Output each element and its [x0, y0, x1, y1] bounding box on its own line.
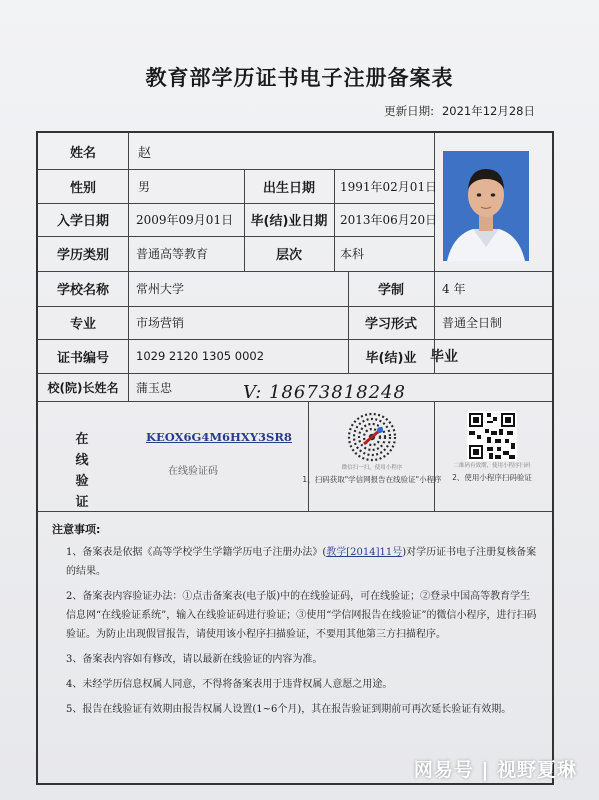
- regulation-link[interactable]: 教学[2014]11号: [326, 547, 403, 558]
- category-value: 普通高等教育: [136, 247, 209, 261]
- cert-number-label: 证书编号: [56, 350, 109, 366]
- level-value: 本科: [340, 247, 365, 261]
- level-label: 层次: [275, 248, 302, 263]
- miniprogram-code-icon[interactable]: [346, 411, 398, 463]
- miniprogram-qr-subcaption: 微信扫一扫，使用小程序: [341, 465, 403, 471]
- president-value: 蒲玉忠: [136, 380, 173, 395]
- name-value: 赵: [138, 145, 152, 161]
- verify-char-4: 证: [75, 495, 89, 510]
- gender-value: 男: [138, 179, 151, 194]
- verify-char-1: 在: [75, 432, 89, 447]
- note-item: 2、备案表内容验证办法：①点击备案表(电子版)中的在线验证码，可在线验证；②登录中国高等教育学生信息网“在线验证系统”，输入在线验证码进行验证；③使用“学信网报告在线验证”的微信小程序，进行扫码验证。为防止出现假冒报告，请使用该小程序扫描验证，不要用其他第三方扫描程序。: [66, 591, 537, 640]
- note-item: 5、报告在线验证有效期由报告权属人设置(1~6个月)，其在报告验证到期前可再次延长验证有效期。: [66, 704, 512, 715]
- gender-label: 性别: [69, 180, 96, 196]
- verify-char-2: 线: [75, 453, 89, 468]
- miniprogram-qr-block: [302, 411, 442, 485]
- note-item: 4、未经学历信息权属人同意，不得将备案表用于违背权属人意愿之用途。: [66, 679, 393, 690]
- note-item: 1、备案表是依据《高等学校学生学籍学历电子注册办法》(教学[2014]11号)对学历证书电子注册复核备案的结果。: [66, 547, 537, 577]
- verify-code-link[interactable]: KEOX6G4M6HXY3SR8: [146, 430, 292, 444]
- category-label: 学历类别: [56, 248, 109, 263]
- enroll-value: 2009年09月01日: [136, 213, 234, 227]
- name-label: 姓名: [69, 145, 96, 161]
- major-label: 专业: [69, 317, 96, 332]
- cert-number-value: 1029 2120 1305 0002: [136, 349, 265, 363]
- scan-qr-block: [440, 411, 544, 483]
- watermark: 网易号 | 视野夏琳: [413, 759, 577, 781]
- graduation-status-label: 毕(结)业: [365, 350, 417, 366]
- handwritten-phone-note: V: 18673818248: [243, 382, 406, 403]
- president-label: 校(院)长姓名: [47, 380, 119, 395]
- verify-char-3: 验: [75, 474, 89, 489]
- verify-code-caption: 在线验证码: [168, 466, 218, 477]
- notes-section: [52, 521, 538, 725]
- graduate-label: 毕(结)业日期: [250, 214, 328, 229]
- scan-qr-caption: 2、使用小程序扫码验证: [452, 473, 532, 482]
- scan-qr-subcaption: 二维码有效期，使用小程序扫码: [453, 463, 531, 469]
- registration-form: [36, 131, 554, 785]
- update-date: [376, 103, 535, 119]
- qr-code-icon[interactable]: [467, 411, 517, 461]
- document-title: 教育部学历证书电子注册备案表: [145, 66, 454, 90]
- note-item: 3、备案表内容如有修改，请以最新在线验证的内容为准。: [66, 654, 323, 665]
- id-photo: [443, 151, 529, 261]
- birth-label: 出生日期: [262, 180, 315, 196]
- online-verify-label: [48, 421, 116, 521]
- birth-value: 1991年02月01日: [340, 179, 438, 194]
- duration-label: 学制: [377, 283, 404, 298]
- major-value: 市场营销: [136, 316, 185, 330]
- graduate-value: 2013年06月20日: [340, 213, 438, 227]
- graduation-status-value: 毕业: [430, 349, 458, 365]
- update-date-value: 2021年12月28日: [441, 104, 535, 118]
- school-value: 常州大学: [136, 282, 185, 296]
- school-label: 学校名称: [56, 283, 109, 298]
- duration-value: 4 年: [442, 282, 466, 296]
- study-form-value: 普通全日制: [442, 316, 503, 330]
- enroll-label: 入学日期: [56, 214, 109, 229]
- miniprogram-qr-caption: 1、扫码获取"学信网报告在线验证"小程序: [302, 475, 442, 484]
- notes-title: 注意事项:: [52, 523, 101, 536]
- study-form-label: 学习形式: [364, 317, 417, 332]
- update-date-label: 更新日期:: [384, 104, 434, 118]
